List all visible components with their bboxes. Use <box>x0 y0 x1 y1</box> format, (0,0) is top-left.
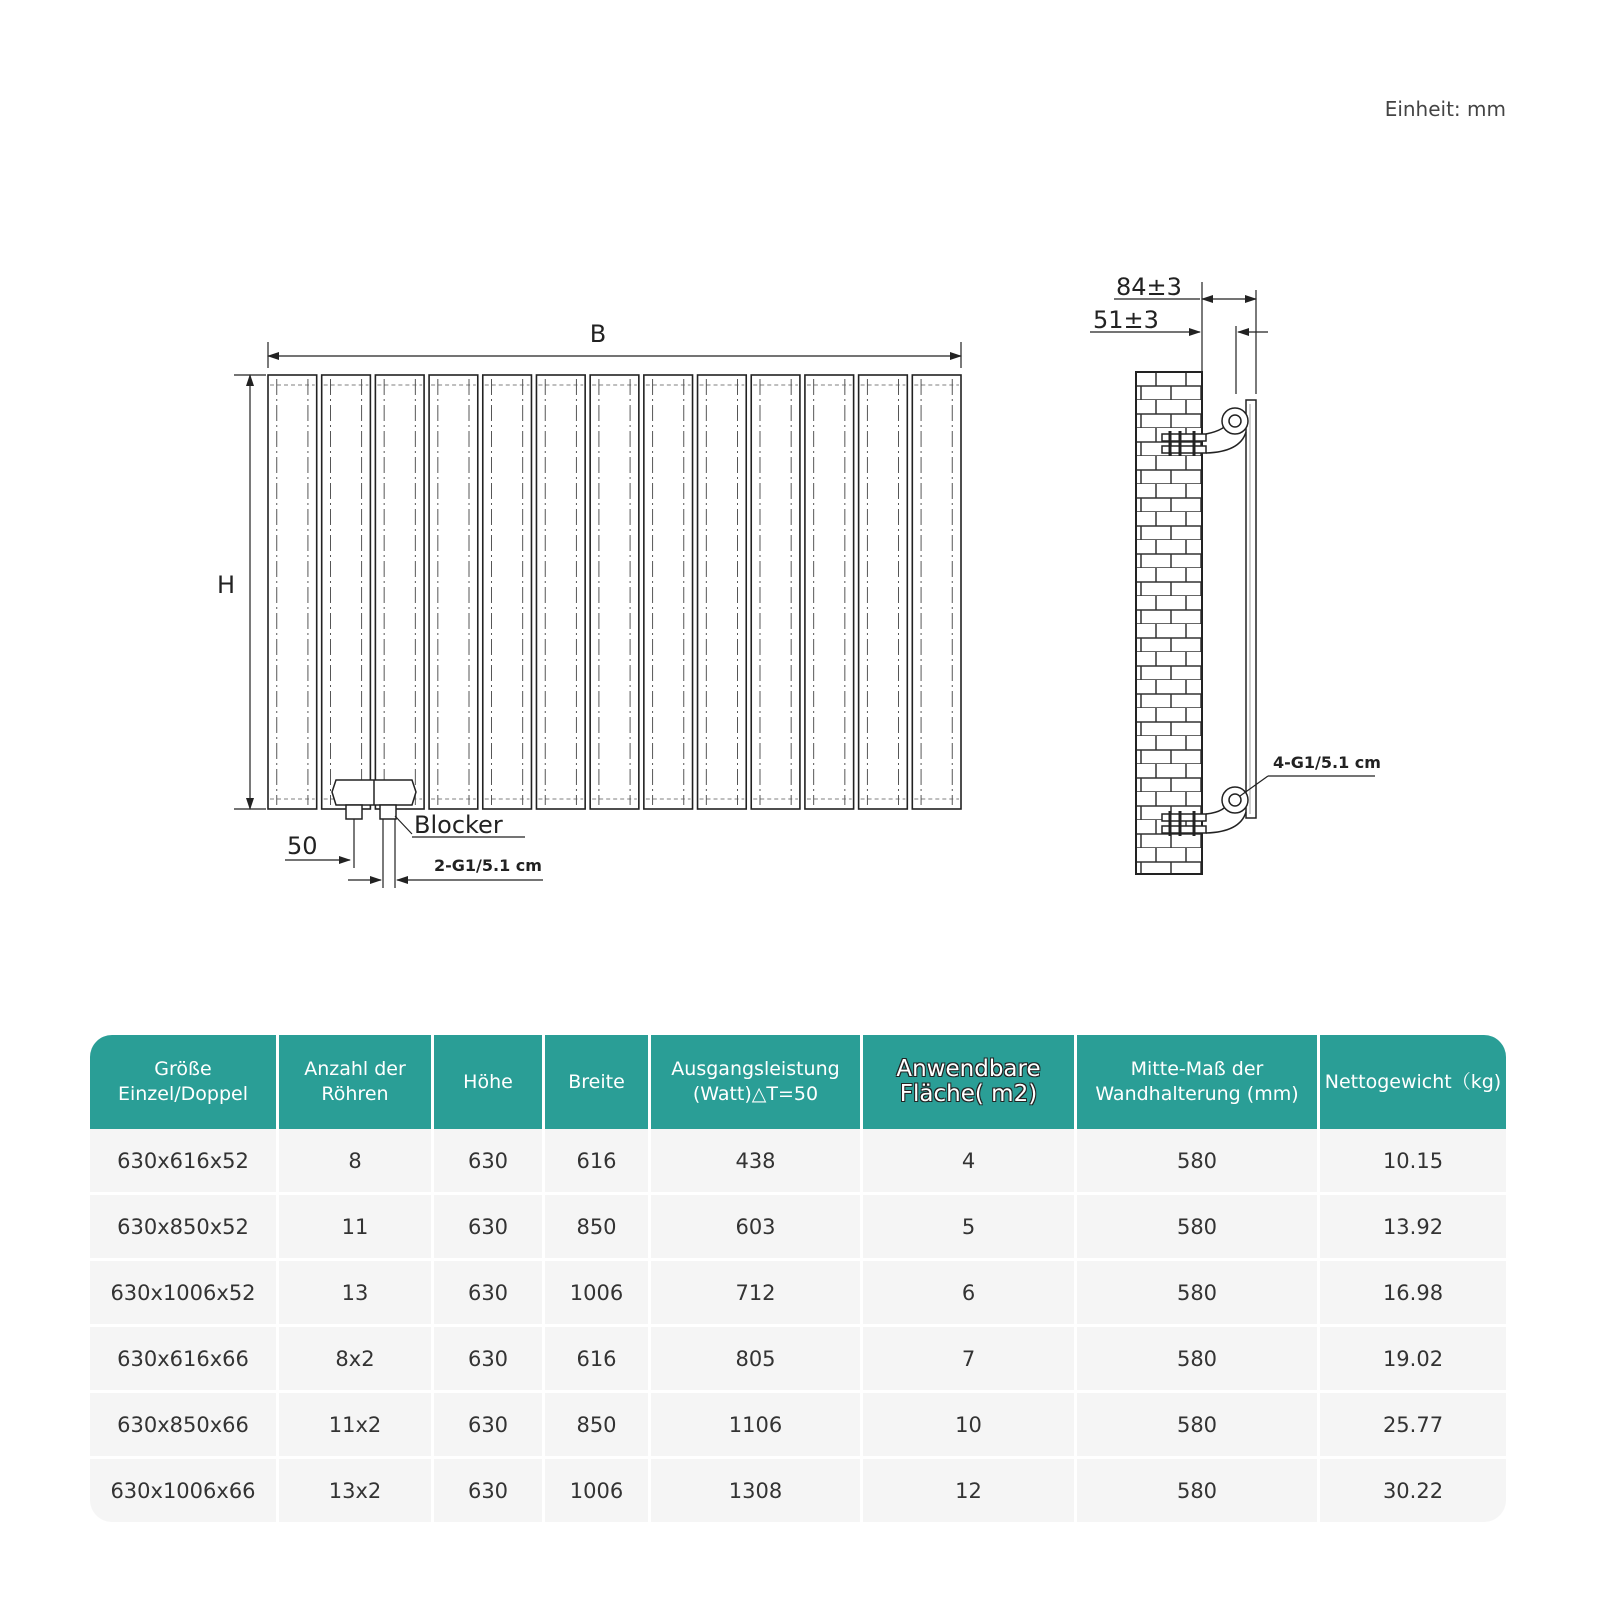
cell-height: 630 <box>434 1459 542 1522</box>
cell-tube-count: 11x2 <box>279 1393 431 1459</box>
cell-bracket-center: 580 <box>1077 1327 1317 1393</box>
table-row <box>90 1393 1506 1459</box>
cell-output: 805 <box>651 1327 860 1393</box>
cell-area: 5 <box>863 1195 1074 1261</box>
header-width: Breite <box>545 1035 648 1129</box>
cell-bracket-center: 580 <box>1077 1261 1317 1327</box>
unit-label: Einheit: mm <box>1384 97 1506 121</box>
depth-outer-label: 84±3 <box>1116 273 1182 301</box>
cell-height: 630 <box>434 1129 542 1195</box>
cell-output: 1106 <box>651 1393 860 1459</box>
cell-bracket-center: 580 <box>1077 1459 1317 1522</box>
cell-size: 630x616x66 <box>90 1327 276 1393</box>
cell-area: 6 <box>863 1261 1074 1327</box>
radiator-column <box>322 375 371 809</box>
cell-size: 630x850x52 <box>90 1195 276 1261</box>
cell-size: 630x850x66 <box>90 1393 276 1459</box>
cell-size: 630x1006x66 <box>90 1459 276 1522</box>
header-net-weight: Nettogewicht（kg) <box>1320 1035 1506 1129</box>
radiator-column <box>912 375 961 809</box>
radiator-column <box>268 375 317 809</box>
cell-width: 850 <box>545 1393 648 1459</box>
header-output: Ausgangsleistung (Watt)△T=50 <box>651 1035 860 1129</box>
radiator-column <box>375 375 424 809</box>
cell-tube-count: 13x2 <box>279 1459 431 1522</box>
cell-bracket-center: 580 <box>1077 1393 1317 1459</box>
radiator-side-panel <box>1246 400 1256 818</box>
cell-height: 630 <box>434 1261 542 1327</box>
cell-net-weight: 25.77 <box>1320 1393 1506 1459</box>
table-row <box>90 1261 1506 1327</box>
cell-net-weight: 16.98 <box>1320 1261 1506 1327</box>
header-size: Größe Einzel/Doppel <box>90 1035 276 1129</box>
cell-width: 616 <box>545 1129 648 1195</box>
cell-area: 12 <box>863 1459 1074 1522</box>
spec-table <box>87 1035 1509 1522</box>
cell-width: 1006 <box>545 1459 648 1522</box>
blocker-valve <box>332 780 416 819</box>
cell-net-weight: 19.02 <box>1320 1327 1506 1393</box>
cell-net-weight: 13.92 <box>1320 1195 1506 1261</box>
cell-bracket-center: 580 <box>1077 1195 1317 1261</box>
radiator-column <box>483 375 532 809</box>
radiator-column <box>429 375 478 809</box>
cell-tube-count: 8 <box>279 1129 431 1195</box>
cell-height: 630 <box>434 1195 542 1261</box>
cell-tube-count: 13 <box>279 1261 431 1327</box>
radiator-column <box>805 375 854 809</box>
cell-height: 630 <box>434 1393 542 1459</box>
cell-output: 712 <box>651 1261 860 1327</box>
table-row <box>90 1195 1506 1261</box>
cell-output: 603 <box>651 1195 860 1261</box>
side-view <box>1090 273 1381 874</box>
cell-tube-count: 11 <box>279 1195 431 1261</box>
table-row <box>90 1459 1506 1522</box>
cell-width: 850 <box>545 1195 648 1261</box>
radiator-columns <box>268 375 961 809</box>
cell-area: 7 <box>863 1327 1074 1393</box>
inlet-label: 2-G1/5.1 cm <box>434 856 542 875</box>
header-bracket-center: Mitte-Maß der Wandhalterung (mm) <box>1077 1035 1317 1129</box>
front-view <box>217 320 961 888</box>
header-area: Anwendbare Fläche( m2) <box>863 1035 1074 1129</box>
cell-tube-count: 8x2 <box>279 1327 431 1393</box>
cell-output: 1308 <box>651 1459 860 1522</box>
offset-label: 50 <box>287 832 318 860</box>
radiator-column <box>644 375 693 809</box>
table-row <box>90 1327 1506 1393</box>
cell-output: 438 <box>651 1129 860 1195</box>
table-row <box>90 1129 1506 1195</box>
connection-label: 4-G1/5.1 cm <box>1273 753 1381 772</box>
cell-bracket-center: 580 <box>1077 1129 1317 1195</box>
cell-size: 630x616x52 <box>90 1129 276 1195</box>
cell-area: 4 <box>863 1129 1074 1195</box>
header-height: Höhe <box>434 1035 542 1129</box>
cell-width: 1006 <box>545 1261 648 1327</box>
cell-width: 616 <box>545 1327 648 1393</box>
radiator-column <box>536 375 585 809</box>
cell-size: 630x1006x52 <box>90 1261 276 1327</box>
radiator-column <box>751 375 800 809</box>
cell-area: 10 <box>863 1393 1074 1459</box>
height-label: H <box>216 571 236 599</box>
cell-height: 630 <box>434 1327 542 1393</box>
width-label: B <box>589 320 607 348</box>
radiator-column <box>698 375 747 809</box>
header-tube-count: Anzahl der Röhren <box>279 1035 431 1129</box>
radiator-column <box>590 375 639 809</box>
cell-net-weight: 30.22 <box>1320 1459 1506 1522</box>
depth-inner-label: 51±3 <box>1093 306 1159 334</box>
radiator-column <box>859 375 908 809</box>
cell-net-weight: 10.15 <box>1320 1129 1506 1195</box>
blocker-label: Blocker <box>414 811 503 839</box>
table-header-row <box>90 1035 1506 1129</box>
